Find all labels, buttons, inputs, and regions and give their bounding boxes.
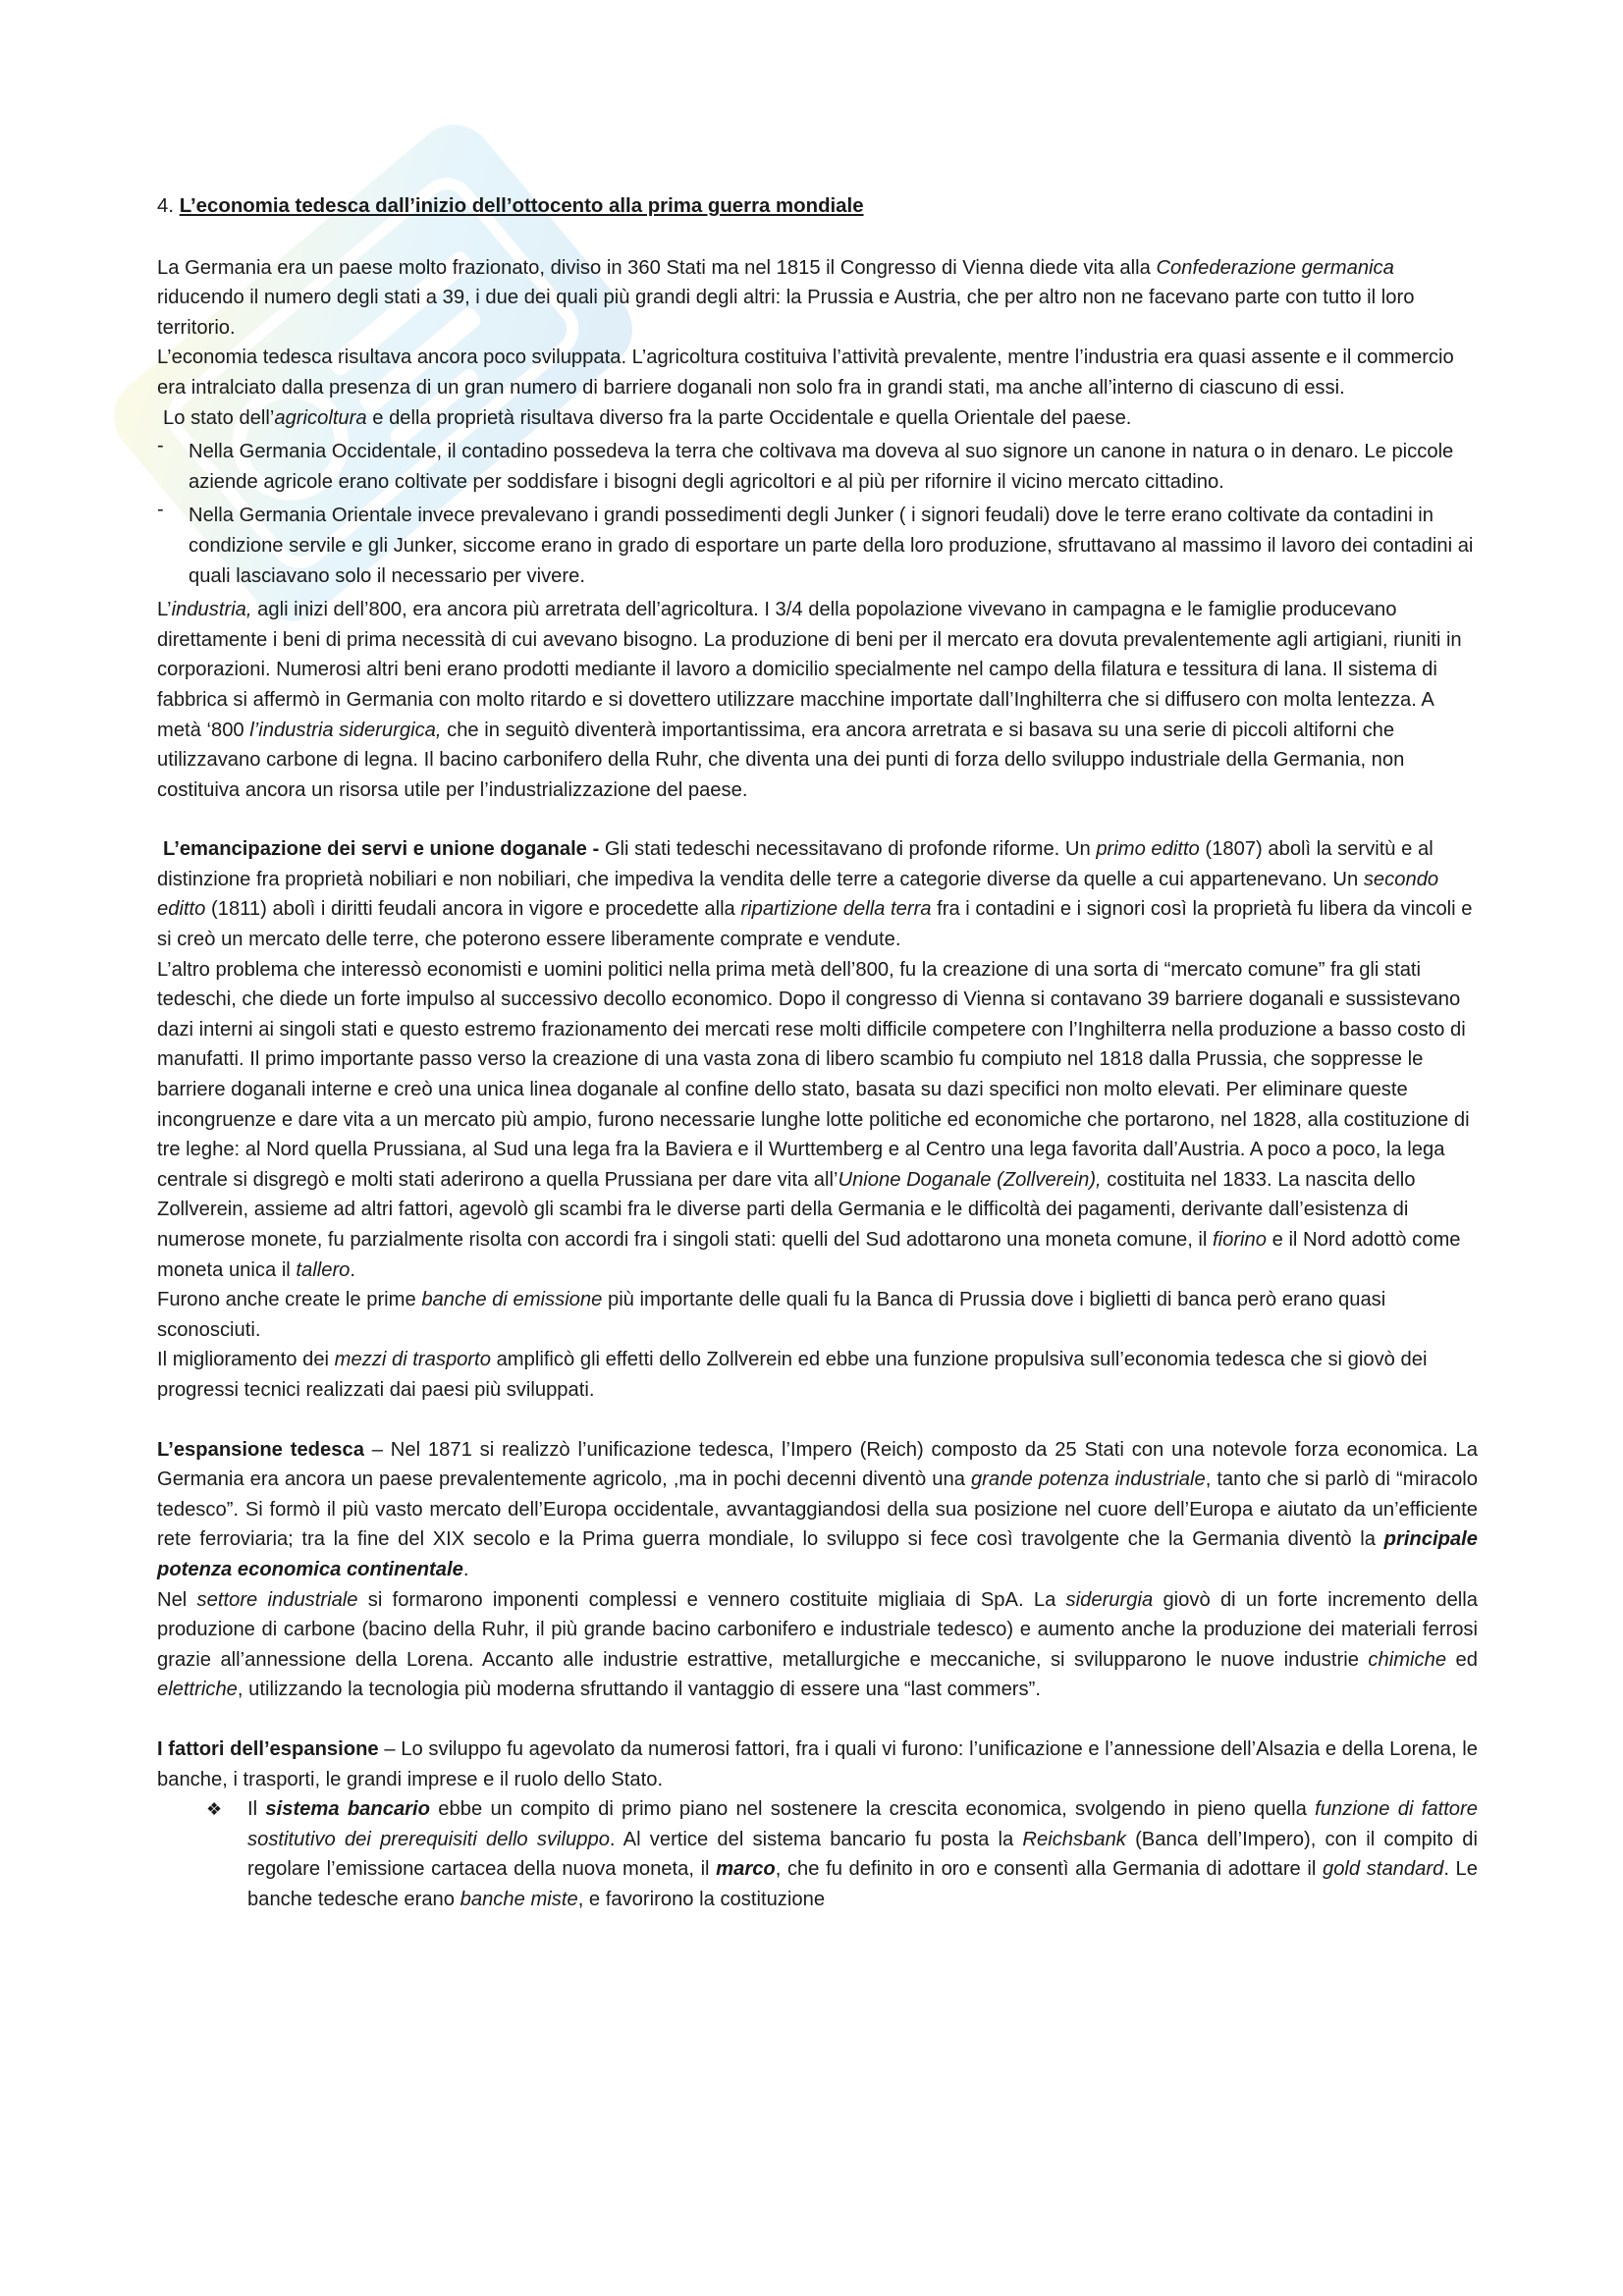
list-item-sistema-bancario: ❖ Il sistema bancario ebbe un compito di primo piano nel sostenere la crescita economica, svolgendo in pieno quella funzione di fattore sostitutivo dei prerequisiti dello sviluppo. Al vertice del sistema bancario fu posta la Reichsbank (Banca dell’Impero), con il compito di regolare l’emissione cartacea della nuova moneta, il marco, che fu definito in oro e consentì alla Germania di adottare il gold standard. Le banche tedesche erano banche miste, e favorirono la costituzione — [157, 1794, 1478, 1914]
diamond-bullet-icon: ❖ — [206, 1799, 223, 1820]
paragraph-fattori: I fattori dell’espansione – Lo sviluppo fu agevolato da numerosi fattori, fra i quali vi furono: l’unificazione e l’annessione dell’Alsazia e della Lorena, le banche, i trasporti, le grandi imprese e il ruolo dello Stato. — [157, 1737, 1478, 1790]
paragraph-economia-tedesca: L’economia tedesca risultava ancora poco sviluppata. L’agricoltura costituiva l’attività prevalente, mentre l’industria era quasi assente e il commercio era intralciato dalla presenza di un gran numero di barriere doganali non solo fra in grandi stati, ma anche all’interno di ciascuno di essi. — [157, 347, 1454, 399]
paragraph-industria: L’industria, agli inizi dell’800, era ancora più arretrata dell’agricoltura. I 3/4 della popolazione vivevano in campagna e le famiglie producevano direttamente i beni di prima necessità di cui avevano bisogno. La produzione di beni per il mercato era dovuta prevalentemente agli artigiani, riuniti in corporazioni. Numerosi altri beni erano prodotti mediante il lavoro a domicilio specialmente nel campo della filatura e tessitura di lana. Il sistema di fabbrica si affermò in Germania con molto ritardo e si dovettero utilizzare macchine importate dall’Inghilterra che si diffusero con molta lentezza. A metà ‘800 l’industria siderurgica, che in seguitò diventerà importantissima, era ancora arretrata e si basava su una serie di piccoli altiforni che utilizzavano carbone di legna. Il bacino carbonifero della Ruhr, che diventa una dei punti di forza dello sviluppo industriale della Germania, non costituiva ancora un risorsa utile per l’industrializzazione del paese. — [157, 599, 1462, 801]
paragraph-gap — [157, 1406, 1478, 1435]
paragraph-confederazione: La Germania era un paese molto frazionato, diviso in 360 Stati ma nel 1815 il Congresso di Vienna diede vita alla Confederazione germanica riducendo il numero degli stati a 39, i due dei quali più grandi degli altri: la Prussia e Austria, che per altro non ne facevano parte con tutto il loro territorio. — [157, 256, 1415, 339]
paragraph-agricoltura: Lo stato dell’agricoltura e della proprietà risultava diverso fra la parte Occidentale e quella Orientale del paese. — [163, 406, 1132, 429]
section-title — [157, 191, 1478, 222]
dash-marker: - — [157, 435, 164, 457]
dash-marker: - — [157, 499, 164, 521]
paragraph-espansione: L’espansione tedesca – Nel 1871 si realizzò l’unificazione tedesca, l’Impero (Reich) composto da 25 Stati con una notevole forza economica. La Germania era ancora un paese prevalentemente agricolo, ,ma in pochi decenni diventò una grande potenza industriale, tanto che si parlò di “miracolo tedesco”. Si formò il più vasto mercato dell’Europa occidentale, avvantaggiandosi della sua posizione nel cuore dell’Europa e aiutato da un’efficiente rete ferroviaria; tra la fine del XIX secolo e la Prima guerra mondiale, lo sviluppo si fece così travolgente che la Germania diventò la principale potenza economica continentale. — [157, 1438, 1479, 1580]
paragraph-gap — [157, 1705, 1478, 1735]
paragraph-banche-emissione: Furono anche create le prime banche di emissione più importante delle quali fu la Banca di Prussia dove i biglietti di banca però erano quasi sconosciuti. — [157, 1289, 1386, 1341]
list-item-germania-orientale: - Nella Germania Orientale invece prevalevano i grandi possedimenti degli Junker ( i signori feudali) dove le terre erano coltivate da contadini in condizione servile e gli Junker, siccome erano in grado di esportare un parte della loro produzione, sfruttavano al massimo il lavoro dei contadini ai quali lasciavano solo il necessario per vivere. — [157, 501, 1478, 591]
list-item-germania-occidentale: - Nella Germania Occidentale, il contadino possedeva la terra che coltivava ma doveva al suo signore un canone in natura o in denaro. Le piccole aziende agricole erano coltivate per soddisfare i bisogni degli agricoltori e al più per rifornire il vicino mercato cittadino. — [157, 437, 1478, 497]
paragraph-settore-industriale: Nel settore industriale si formarono imponenti complessi e vennero costituite migliaia di SpA. La siderurgia giovò di un forte incremento della produzione di carbone (bacino della Ruhr, il più grande bacino carbonifero e industriale tedesco) e aumento anche la produzione dei materiali ferrosi grazie all’annessione della Lorena. Accanto alle industrie estrattive, metallurgiche e meccaniche, si svilupparono le nuove industrie chimiche ed elettriche, utilizzando la tecnologia più moderna sfruttando il vantaggio di essere una “last commers”. — [157, 1588, 1479, 1701]
section-title-text: L’economia tedesca dall’inizio dell’ottocento alla prima guerra mondiale — [179, 195, 864, 217]
paragraph-emancipazione: L’emancipazione dei servi e unione doganale - Gli stati tedeschi necessitavano di profonde riforme. Un primo editto (1807) abolì la servitù e al distinzione fra proprietà nobiliari e non nobiliari, che impediva la vendita delle terre a categorie diverse da quelle a cui appartenevano. Un secondo editto (1811) abolì i diritti feudali ancora in vigore e procedette alla ripartizione della terra fra i contadini e i signori così la proprietà fu libera da vincoli e si creò un mercato delle terre, che poterono essere liberamente comprate e vendute. — [157, 838, 1473, 951]
document-body — [157, 191, 1478, 1914]
paragraph-gap — [157, 805, 1478, 834]
section-number: 4. — [157, 195, 175, 217]
paragraph-mercato-comune: L’altro problema che interessò economisti e uomini politici nella prima metà dell’800, fu la creazione di una sorta di “mercato comune” fra gli stati tedeschi, che diede un forte impulso al successivo decollo economico. Dopo il congresso di Vienna si contavano 39 barriere doganali e sussistevano dazi interni ai singoli stati e questo estremo frazionamento dei mercati rese molti difficile competere con l’Inghilterra nella produzione a basso costo di manufatti. Il primo importante passo verso la creazione di una vasta zona di libero scambio fu compiuto nel 1818 dalla Prussia, che soppresse le barriere doganali interne e creò una unica linea doganale al confine dello stato, basata su dazi specifici non molto elevati. Per eliminare queste incongruenze e dare vita a un mercato più ampio, furono necessarie lunghe lotte politiche ed economiche che portarono, nel 1828, alla costituzione di tre leghe: al Nord quella Prussiana, al Sud una lega fra la Baviera e il Wurttemberg e al Centro una lega favorita dall’Austria. A poco a poco, la lega centrale si disgregò e molti stati aderirono a quella Prussiana per dare vita all’Unione Doganale (Zollverein), costituita nel 1833. La nascita dello Zollverein, assieme ad altri fattori, agevolò gli scambi fra le diverse parti della Germania e le difficoltà dei pagamenti, derivante dall’esistenza di numerose monete, fu parzialmente risolta con accordi fra i singoli stati: quelli del Sud adottarono una moneta comune, il fiorino e il Nord adottò come moneta unica il tallero. — [157, 958, 1470, 1281]
paragraph-trasporti: Il miglioramento dei mezzi di trasporto amplificò gli effetti dello Zollverein ed ebbe una funzione propulsiva sull’economia tedesca che si giovò dei progressi tecnici realizzati dai paesi più sviluppati. — [157, 1349, 1428, 1401]
